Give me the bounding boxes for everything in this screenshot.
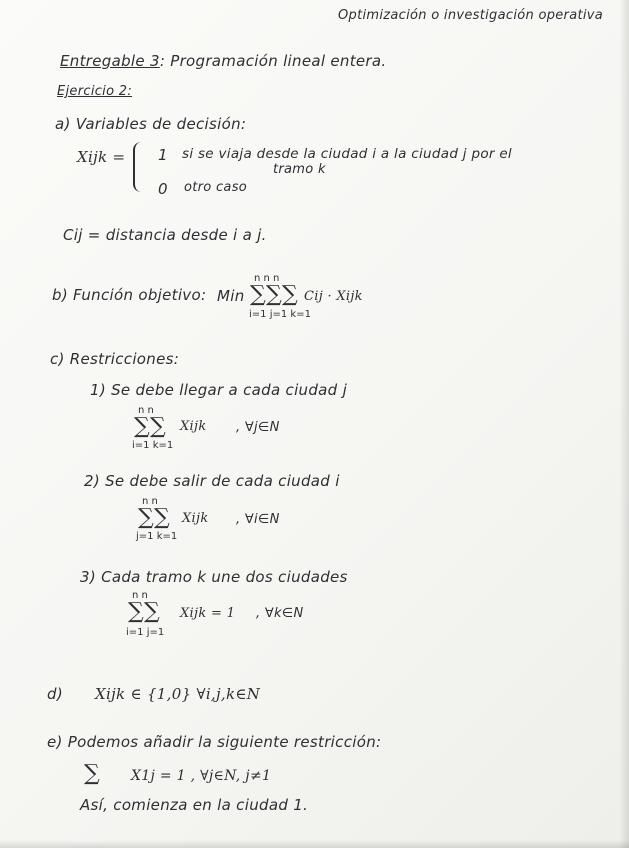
- part-b-label: b) Función objetivo:: [52, 286, 207, 304]
- constraint-1-quantifier: , ∀j∈N: [236, 420, 280, 435]
- constraint-3-summation: ∑∑: [128, 599, 161, 624]
- constraint-1-lower: i=1 k=1: [132, 440, 174, 451]
- part-e-label: e) Podemos añadir la siguiente restricción:: [47, 733, 382, 751]
- part-d-label: d): [47, 685, 63, 703]
- constraint-1-upper: n n: [138, 405, 154, 416]
- constraint-3-text: 3) Cada tramo k une dos ciudades: [80, 568, 348, 586]
- constraint-1-expression: Xijk: [180, 419, 207, 434]
- cases-brace: [133, 142, 143, 192]
- page-title: [60, 52, 386, 70]
- case-one-text: si se viaja desde la ciudad i a la ciudad j por el: [182, 146, 512, 162]
- case-two-value: 0: [158, 180, 168, 198]
- delivery-topic: : Programación lineal entera.: [159, 52, 387, 70]
- decision-variable: Xijk =: [77, 148, 126, 166]
- objective-min: Min: [217, 287, 245, 305]
- constraint-3-expression: Xijk = 1: [180, 606, 236, 621]
- objective-summation: ∑∑∑: [250, 282, 299, 307]
- constraint-2-upper: n n: [142, 496, 158, 507]
- part-c-label: c) Restricciones:: [50, 350, 180, 368]
- objective-lower-limits: i=1 j=1 k=1: [249, 309, 311, 320]
- page-bottom-shadow: [0, 840, 629, 848]
- objective-term: Cij · Xijk: [304, 289, 363, 304]
- case-one-text-continued: tramo k: [273, 162, 326, 177]
- page-header: Optimización o investigación operativa: [338, 8, 604, 23]
- constraint-2-text: 2) Se debe salir de cada ciudad i: [84, 472, 340, 490]
- exercise-heading: Ejercicio 2:: [57, 84, 133, 99]
- constraint-3-upper: n n: [132, 590, 148, 601]
- constraint-1-summation: ∑∑: [134, 414, 167, 439]
- constraint-2-quantifier: , ∀i∈N: [236, 512, 280, 527]
- constraint-2-lower: j=1 k=1: [136, 531, 178, 542]
- delivery-label: Entregable 3: [60, 52, 160, 70]
- part-a-label: a) Variables de decisión:: [55, 115, 247, 133]
- constraint-3-lower: i=1 j=1: [126, 627, 165, 638]
- constraint-2-expression: Xijk: [182, 511, 209, 526]
- extra-constraint-summation: ∑: [84, 761, 101, 786]
- extra-constraint-expression: X1j = 1 , ∀j∈N, j≠1: [131, 768, 272, 784]
- page-edge-shadow: [619, 0, 629, 848]
- constraint-2-summation: ∑∑: [138, 505, 171, 530]
- cost-definition: Cij = distancia desde i a j.: [63, 226, 267, 244]
- binary-constraint: Xijk ∈ {1,0} ∀i,j,k∈N: [95, 685, 261, 703]
- closing-sentence: Así, comienza en la ciudad 1.: [80, 796, 309, 814]
- constraint-1-text: 1) Se debe llegar a cada ciudad j: [90, 381, 348, 399]
- case-two-text: otro caso: [184, 180, 248, 195]
- objective-upper-limits: n n n: [254, 273, 280, 284]
- case-one-value: 1: [158, 146, 168, 164]
- constraint-3-quantifier: , ∀k∈N: [256, 606, 304, 621]
